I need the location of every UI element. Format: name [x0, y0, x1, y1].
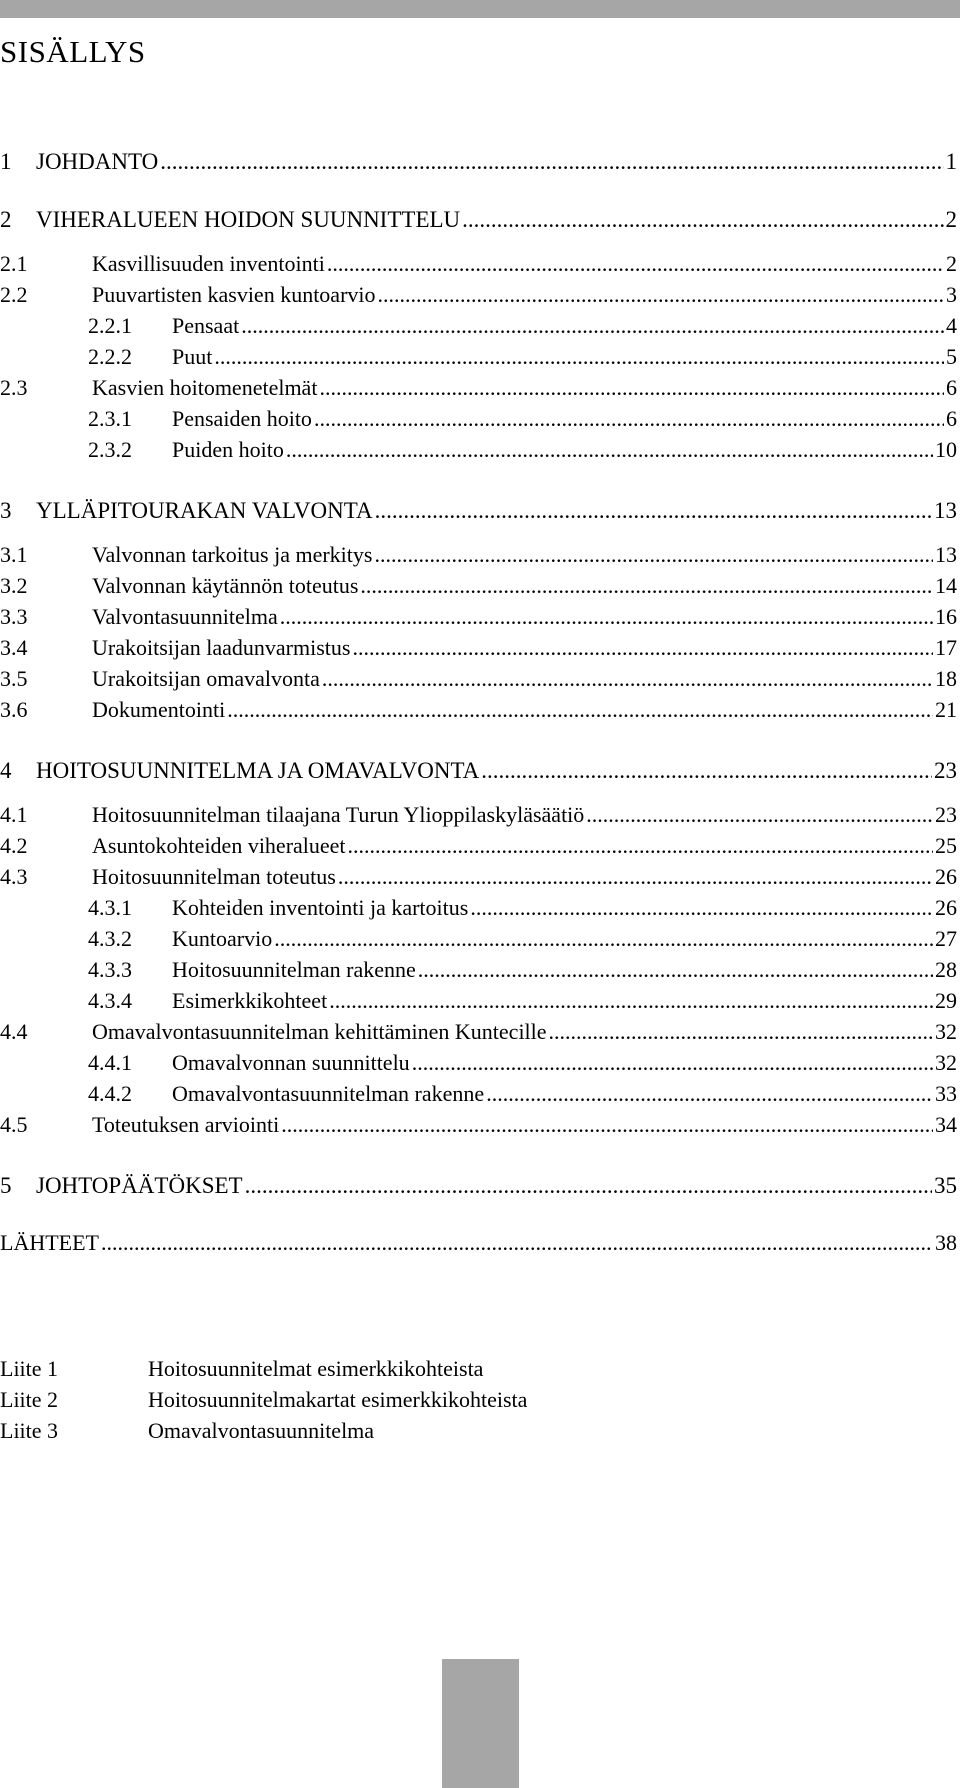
- toc-entry-title: Puiden hoito: [172, 437, 284, 462]
- toc-entry-title: JOHTOPÄÄTÖKSET: [36, 1173, 243, 1198]
- toc-entry-number: 2.3: [0, 375, 28, 400]
- toc-entry-number: 3.3: [0, 604, 28, 629]
- toc-entry-number: 4.1: [0, 802, 28, 827]
- toc-entry-title: Hoitosuunnitelman rakenne: [172, 957, 416, 982]
- toc-entry-number: 5: [0, 1173, 12, 1198]
- toc-entry-title: HOITOSUUNNITELMA JA OMAVALVONTA: [36, 758, 480, 783]
- toc-entry: [0, 800, 957, 830]
- toc-entry-number: 2.3.2: [88, 437, 132, 462]
- toc-entry-number: 4.4.2: [88, 1081, 132, 1106]
- toc-entry: [0, 205, 957, 235]
- toc-dot-leader: [418, 960, 933, 985]
- toc-entry-page-number: 34: [935, 1112, 957, 1137]
- toc-entry: [0, 633, 957, 663]
- toc-dot-leader: [360, 576, 933, 601]
- toc-entry: [0, 1079, 957, 1109]
- toc-entry-page-number: 33: [935, 1081, 957, 1106]
- toc-dot-leader: [314, 409, 944, 434]
- toc-entry: [0, 1017, 957, 1047]
- toc-entry-number: 4.2: [0, 833, 28, 858]
- toc-entry-title: VIHERALUEEN HOIDON SUUNNITTELU: [36, 207, 461, 232]
- toc-dot-leader: [245, 1176, 932, 1201]
- toc-entry: [0, 311, 957, 341]
- toc-entry: [0, 571, 957, 601]
- toc-entry-page-number: 17: [935, 635, 957, 660]
- attachment-item: [0, 1416, 374, 1446]
- toc-entry: [0, 496, 957, 526]
- page-title: SISÄLLYS: [0, 34, 146, 69]
- toc-entry: [0, 1171, 957, 1201]
- toc-entry-page-number: 2: [946, 251, 957, 276]
- toc-entry-title: Kuntoarvio: [172, 926, 273, 951]
- toc-entry-number: 3.1: [0, 542, 28, 567]
- toc-entry: [0, 602, 957, 632]
- toc-entry: [0, 862, 957, 892]
- toc-entry-title: Omavalvontasuunnitelman kehittäminen Kuntecille: [92, 1019, 547, 1044]
- toc-entry-number: 2: [0, 207, 12, 232]
- toc-entry-number: 1: [0, 149, 12, 174]
- toc-entry-page-number: 29: [935, 988, 957, 1013]
- toc-entry-number: 2.2.2: [88, 344, 132, 369]
- toc-dot-leader: [327, 254, 944, 279]
- toc-dot-leader: [378, 285, 944, 310]
- toc-entry-page-number: 16: [935, 604, 957, 629]
- toc-entry-title: Pensaiden hoito: [172, 406, 312, 431]
- toc-entry: [0, 893, 957, 923]
- toc-entry-page-number: 3: [946, 282, 957, 307]
- toc-entry: [0, 342, 957, 372]
- toc-dot-leader: [348, 836, 933, 861]
- attachment-title: Hoitosuunnitelmat esimerkkikohteista: [148, 1356, 484, 1381]
- toc-entry-page-number: 10: [935, 437, 957, 462]
- toc-entry-title: Hoitosuunnitelman toteutus: [92, 864, 336, 889]
- toc-entry-page-number: 32: [935, 1019, 957, 1044]
- toc-entry-page-number: 14: [935, 573, 957, 598]
- toc-entry-number: 3.4: [0, 635, 28, 660]
- toc-entry: [0, 373, 957, 403]
- toc-entry: [0, 249, 957, 279]
- toc-entry-number: 4.3.2: [88, 926, 132, 951]
- toc-entry-page-number: 6: [946, 375, 957, 400]
- attachment-label: Liite 2: [0, 1387, 59, 1412]
- toc-dot-leader: [214, 347, 944, 372]
- toc-entry-title: Urakoitsijan laadunvarmistus: [92, 635, 351, 660]
- toc-entry: [0, 986, 957, 1016]
- toc-entry: [0, 404, 957, 434]
- toc-entry-title: Hoitosuunnitelman tilaajana Turun Ylioppilaskyläsäätiö: [92, 802, 585, 827]
- toc-entry-number: 4: [0, 758, 12, 783]
- page-footer-block: [442, 1659, 519, 1788]
- toc-entry: [0, 1048, 957, 1078]
- toc-entry-number: 3.5: [0, 666, 28, 691]
- toc-dot-leader: [374, 545, 933, 570]
- toc-entry-page-number: 25: [935, 833, 957, 858]
- toc-entry-title: LÄHTEET: [0, 1230, 99, 1255]
- toc-entry: [0, 280, 957, 310]
- toc-dot-leader: [481, 761, 932, 786]
- toc-entry-title: JOHDANTO: [36, 149, 159, 174]
- toc-entry-title: Dokumentointi: [92, 697, 226, 722]
- toc-entry: [0, 540, 957, 570]
- toc-entry-number: 2.2: [0, 282, 28, 307]
- toc-entry-page-number: 21: [935, 697, 957, 722]
- toc-entry-page-number: 4: [946, 313, 957, 338]
- toc-dot-leader: [281, 1115, 933, 1140]
- toc-entry-title: Omavalvontasuunnitelman rakenne: [172, 1081, 485, 1106]
- toc-entry-page-number: 5: [946, 344, 957, 369]
- toc-entry-page-number: 1: [945, 149, 957, 174]
- toc-entry-title: Valvonnan tarkoitus ja merkitys: [92, 542, 373, 567]
- toc-entry: [0, 924, 957, 954]
- toc-entry-title: Kohteiden inventointi ja kartoitus: [172, 895, 469, 920]
- toc-entry: [0, 1228, 957, 1258]
- toc-dot-leader: [280, 607, 933, 632]
- attachment-item: [0, 1354, 483, 1384]
- toc-entry-title: Esimerkkikohteet: [172, 988, 328, 1013]
- toc-entry-title: Asuntokohteiden viheralueet: [92, 833, 346, 858]
- toc-dot-leader: [286, 440, 933, 465]
- toc-dot-leader: [101, 1233, 933, 1258]
- toc-dot-leader: [352, 638, 933, 663]
- toc-entry: [0, 664, 957, 694]
- toc-entry-page-number: 28: [935, 957, 957, 982]
- toc-entry-page-number: 23: [935, 802, 957, 827]
- toc-entry-page-number: 26: [935, 895, 957, 920]
- toc-entry-number: 4.4: [0, 1019, 28, 1044]
- toc-entry-title: Puuvartisten kasvien kuntoarvio: [92, 282, 376, 307]
- attachment-title: Hoitosuunnitelmakartat esimerkkikohteista: [148, 1387, 528, 1412]
- toc-dot-leader: [319, 378, 944, 403]
- toc-dot-leader: [329, 991, 933, 1016]
- toc-dot-leader: [549, 1022, 933, 1047]
- toc-entry-number: 3.6: [0, 697, 28, 722]
- toc-entry-title: Valvontasuunnitelma: [92, 604, 278, 629]
- attachment-item: [0, 1385, 527, 1415]
- toc-entry: [0, 756, 957, 786]
- toc-entry-number: 4.3: [0, 864, 28, 889]
- toc-entry-page-number: 2: [945, 207, 957, 232]
- toc-dot-leader: [322, 669, 933, 694]
- toc-entry-number: 3: [0, 498, 12, 523]
- toc-entry: [0, 831, 957, 861]
- toc-entry-number: 4.4.1: [88, 1050, 132, 1075]
- toc-entry-page-number: 32: [935, 1050, 957, 1075]
- toc-entry-page-number: 35: [934, 1173, 957, 1198]
- attachment-title: Omavalvontasuunnitelma: [148, 1418, 375, 1443]
- toc-entry: [0, 695, 957, 725]
- toc-dot-leader: [486, 1084, 933, 1109]
- toc-entry-title: YLLÄPITOURAKAN VALVONTA: [36, 498, 373, 523]
- attachment-label: Liite 1: [0, 1356, 59, 1381]
- toc-entry-number: 4.3.4: [88, 988, 132, 1013]
- toc-entry: [0, 1110, 957, 1140]
- toc-entry: [0, 955, 957, 985]
- toc-dot-leader: [160, 152, 943, 177]
- toc-entry-number: 2.2.1: [88, 313, 132, 338]
- toc-dot-leader: [227, 700, 933, 725]
- toc-entry-number: 3.2: [0, 573, 28, 598]
- toc-dot-leader: [412, 1053, 933, 1078]
- toc-entry-title: Kasvillisuuden inventointi: [92, 251, 325, 276]
- toc-entry-title: Puut: [172, 344, 213, 369]
- toc-entry-page-number: 27: [935, 926, 957, 951]
- toc-entry-page-number: 18: [935, 666, 957, 691]
- toc-dot-leader: [241, 316, 944, 341]
- toc-entry-title: Kasvien hoitomenetelmät: [92, 375, 318, 400]
- toc-entry-title: Toteutuksen arviointi: [92, 1112, 280, 1137]
- toc-entry-title: Omavalvonnan suunnittelu: [172, 1050, 410, 1075]
- attachment-label: Liite 3: [0, 1418, 59, 1443]
- toc-entry-number: 2.1: [0, 251, 28, 276]
- toc-entry-number: 4.5: [0, 1112, 28, 1137]
- toc-entry-number: 4.3.3: [88, 957, 132, 982]
- toc-entry-page-number: 26: [935, 864, 957, 889]
- toc-dot-leader: [586, 805, 933, 830]
- toc-entry-page-number: 23: [934, 758, 957, 783]
- toc-entry-page-number: 13: [935, 542, 957, 567]
- toc-entry: [0, 147, 957, 177]
- toc-entry-number: 4.3.1: [88, 895, 132, 920]
- toc-dot-leader: [462, 210, 943, 235]
- toc-entry-title: Pensaat: [172, 313, 240, 338]
- toc-entry-page-number: 6: [946, 406, 957, 431]
- toc-dot-leader: [375, 501, 932, 526]
- toc-entry-number: 2.3.1: [88, 406, 132, 431]
- toc-dot-leader: [274, 929, 933, 954]
- toc-entry-title: Urakoitsijan omavalvonta: [92, 666, 320, 691]
- toc-dot-leader: [338, 867, 933, 892]
- toc-entry-page-number: 13: [934, 498, 957, 523]
- toc-dot-leader: [470, 898, 933, 923]
- toc-entry: [0, 435, 957, 465]
- toc-entry-title: Valvonnan käytännön toteutus: [92, 573, 359, 598]
- toc-entry-page-number: 38: [935, 1230, 957, 1255]
